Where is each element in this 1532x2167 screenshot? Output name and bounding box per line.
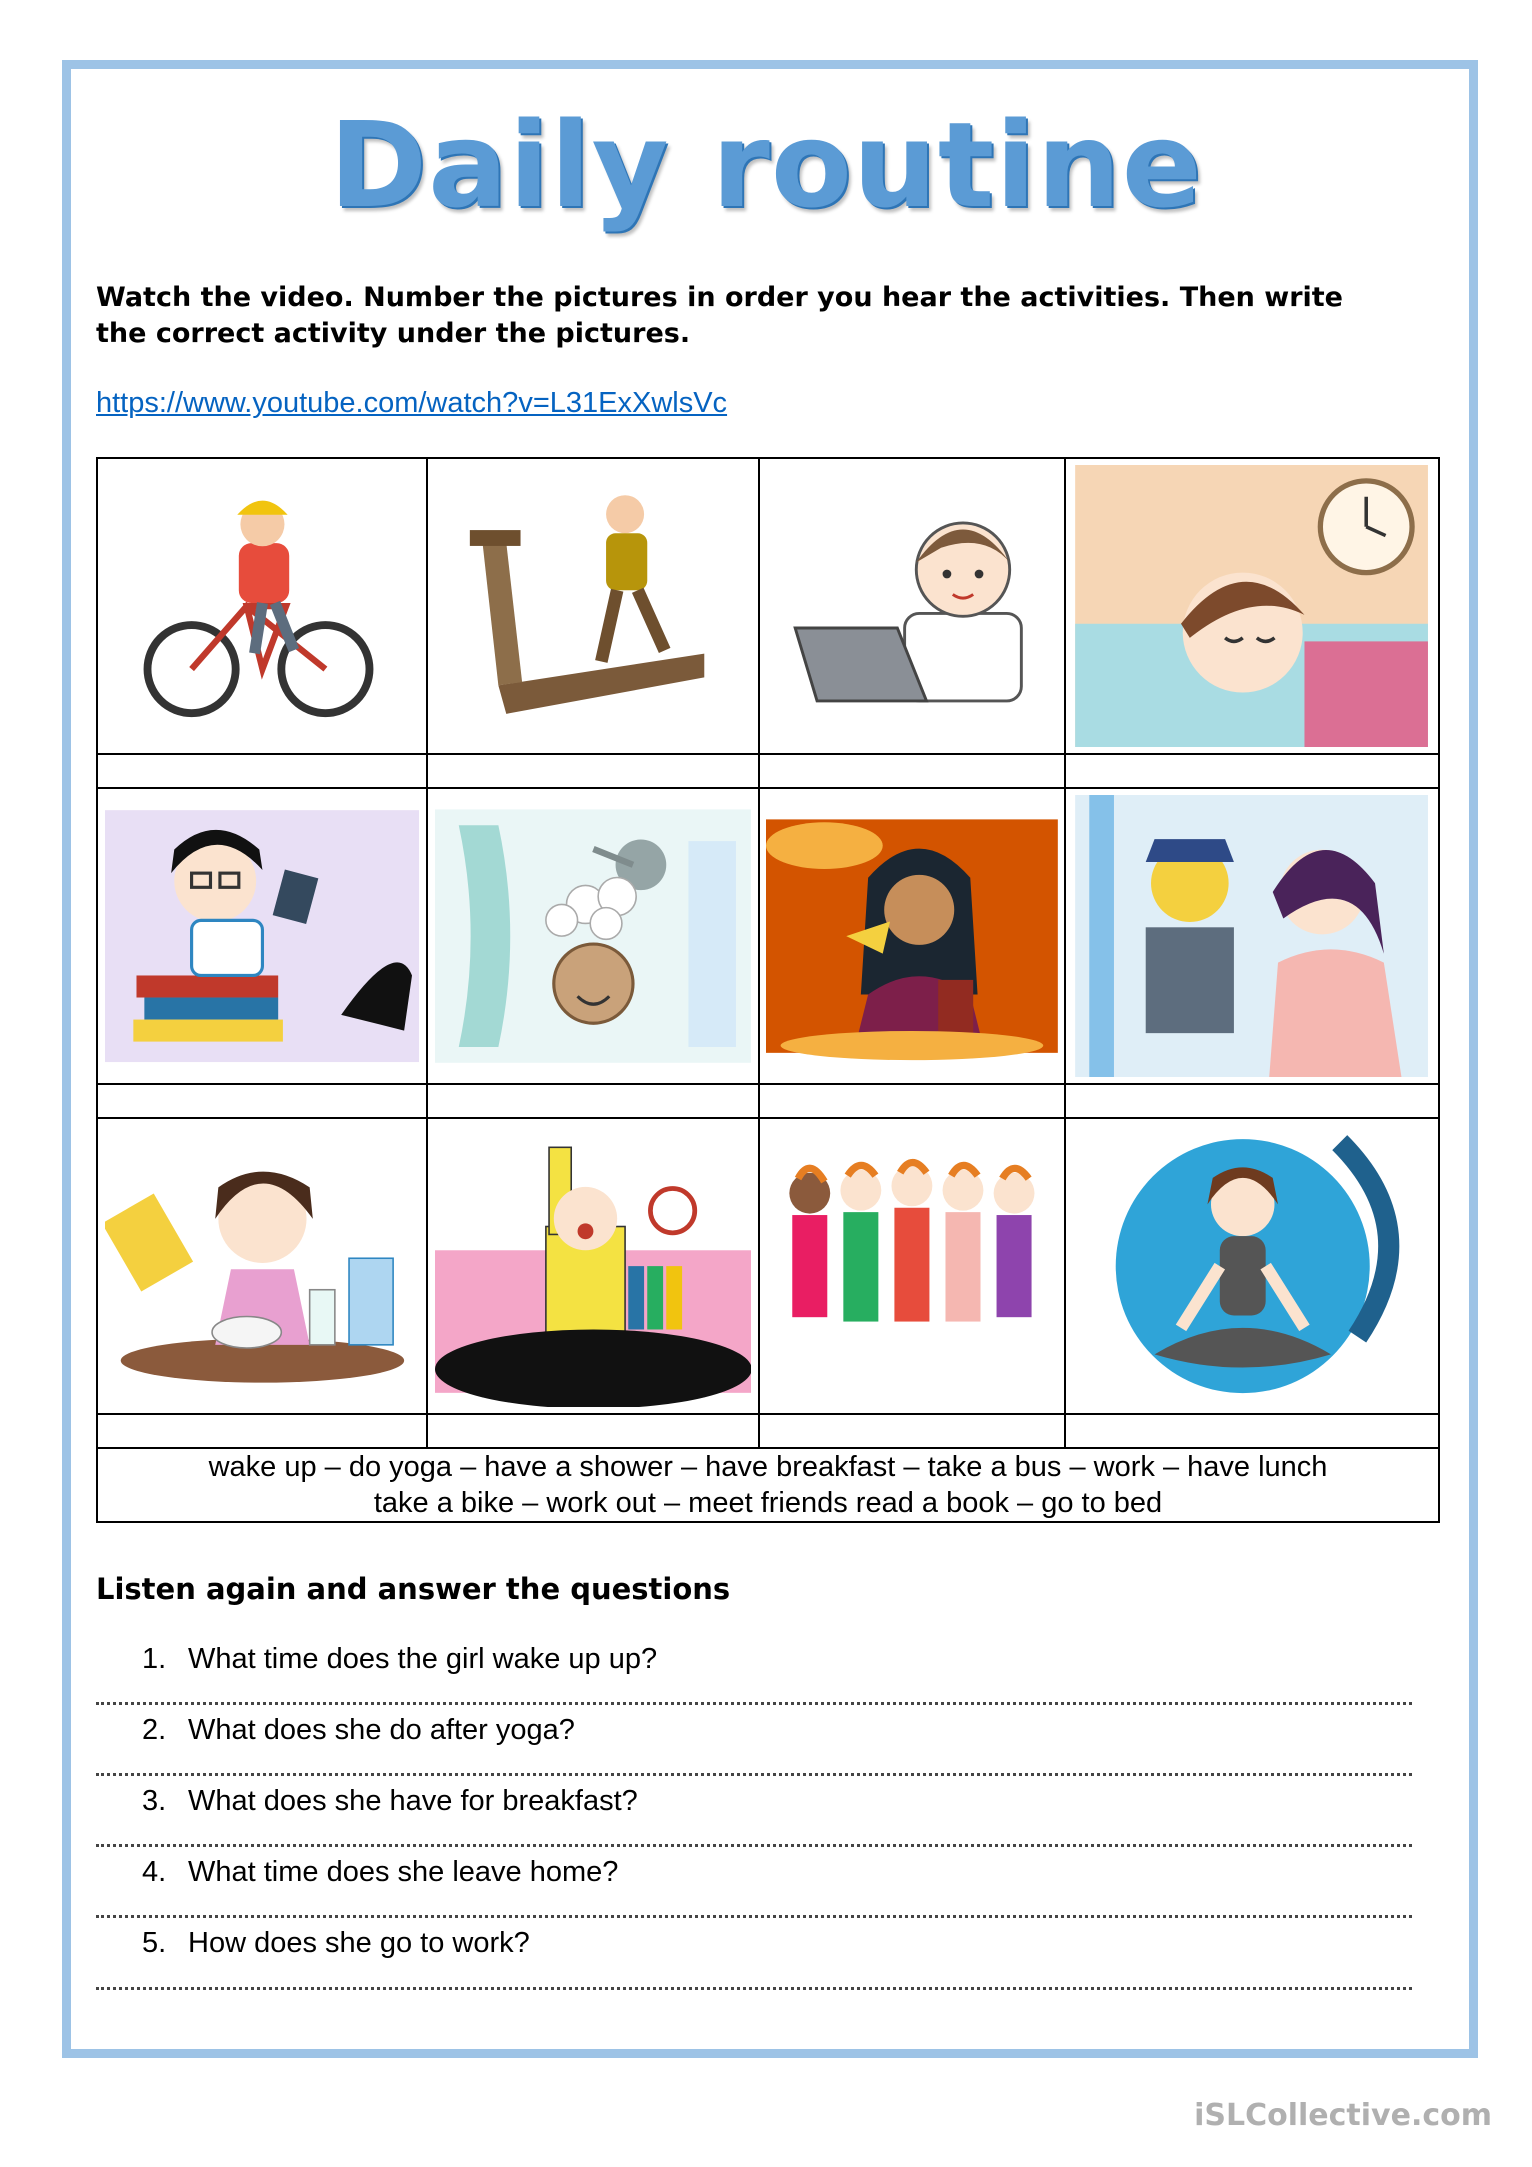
picture-cell	[427, 788, 759, 1084]
picture-cell	[759, 1118, 1065, 1414]
question-number: 5.	[142, 1927, 167, 1959]
question-text: What does she have for breakfast?	[188, 1785, 638, 1817]
picture-cell	[97, 458, 427, 754]
question-text: What does she do after yoga?	[188, 1714, 575, 1746]
answer-cell[interactable]	[427, 1414, 759, 1448]
word-bank-line: wake up – do yoga – have a shower – have breakfast – take a bus – work – have lunch	[208, 1451, 1328, 1483]
question-number: 1.	[142, 1643, 167, 1675]
question-item	[142, 1643, 657, 1676]
reading-picture	[105, 795, 420, 1077]
answer-cell[interactable]	[1065, 1084, 1439, 1118]
picture-cell	[427, 458, 759, 754]
question-item	[142, 1856, 618, 1889]
picture-cell	[97, 788, 427, 1084]
answer-cell[interactable]	[759, 1414, 1065, 1448]
answer-cell[interactable]	[1065, 1414, 1439, 1448]
picture-cell	[759, 788, 1065, 1084]
treadmill-picture	[435, 465, 752, 747]
answer-line[interactable]	[96, 1987, 1412, 1990]
laptop-work-picture	[766, 465, 1058, 747]
answer-cell[interactable]	[97, 1414, 427, 1448]
picture-cell	[1065, 1118, 1439, 1414]
picture-cell	[759, 458, 1065, 754]
question-item	[142, 1927, 530, 1960]
instructions: Watch the video. Number the pictures in order you hear the activities. Then write the correct activity under the pictures.	[96, 282, 1343, 349]
word-bank	[97, 1448, 1439, 1522]
answer-line[interactable]	[96, 1915, 1412, 1918]
answer-cell[interactable]	[759, 754, 1065, 788]
answer-line[interactable]	[96, 1702, 1412, 1705]
question-number: 4.	[142, 1856, 167, 1888]
answer-line[interactable]	[96, 1844, 1412, 1847]
answer-cell[interactable]	[97, 754, 427, 788]
answer-cell[interactable]	[427, 754, 759, 788]
picture-grid	[96, 457, 1440, 1523]
picture-cell	[1065, 788, 1439, 1084]
answer-cell[interactable]	[1065, 754, 1439, 788]
questions-heading: Listen again and answer the questions	[96, 1572, 731, 1606]
word-bank-line: take a bike – work out – meet friends read a book – go to bed	[373, 1487, 1163, 1519]
video-link[interactable]: https://www.youtube.com/watch?v=L31ExXwlsVc	[96, 387, 728, 419]
lunch-picture	[766, 795, 1058, 1077]
watermark: iSLCollective.com	[1194, 2098, 1492, 2133]
yoga-picture	[1073, 1125, 1430, 1407]
question-text: What time does the girl wake up up?	[188, 1643, 658, 1675]
question-item	[142, 1785, 638, 1818]
question-number: 2.	[142, 1714, 167, 1746]
wake-up-picture	[435, 1125, 752, 1407]
answer-cell[interactable]	[759, 1084, 1065, 1118]
answer-cell[interactable]	[427, 1084, 759, 1118]
question-text: How does she go to work?	[188, 1927, 530, 1959]
question-text: What time does she leave home?	[188, 1856, 619, 1888]
breakfast-picture	[105, 1125, 420, 1407]
picture-cell	[1065, 458, 1439, 754]
page-title: Daily routine	[329, 96, 1203, 234]
picture-cell	[427, 1118, 759, 1414]
friends-picture	[766, 1125, 1058, 1407]
bus-picture	[1073, 795, 1430, 1077]
answer-line[interactable]	[96, 1773, 1412, 1776]
picture-cell	[97, 1118, 427, 1414]
bike-picture	[105, 465, 420, 747]
shower-picture	[435, 795, 752, 1077]
question-item	[142, 1714, 575, 1747]
sleeping-picture	[1073, 465, 1430, 747]
answer-cell[interactable]	[97, 1084, 427, 1118]
question-number: 3.	[142, 1785, 167, 1817]
